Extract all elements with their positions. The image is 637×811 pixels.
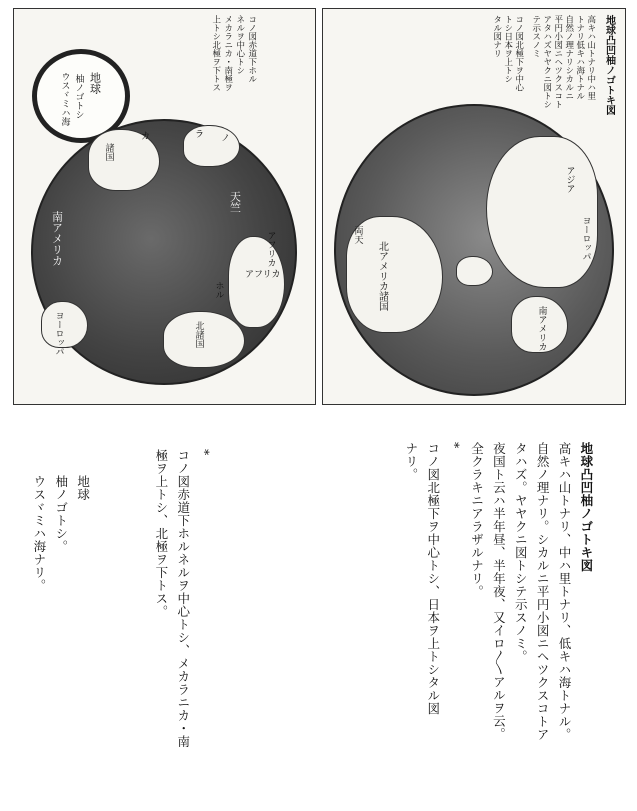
label-tenjiku: 天竺 [228, 191, 242, 213]
caption-title: 地球凸凹柚ノゴトキ図 [578, 441, 594, 572]
caption-line: 柚ノゴトシ。 [53, 474, 69, 553]
footnote-marker: * [447, 441, 463, 449]
map-panel-right [322, 8, 626, 405]
label-no: ノ [221, 134, 231, 144]
globe-left [31, 119, 297, 385]
caption-line: ウスヾミハ海ナリ。 [31, 474, 47, 592]
map-note-right-line-4: 平円小図ニヘツクスコト [552, 15, 563, 109]
label-kita-america: 北アメリカ諸国 [376, 241, 388, 311]
map-note-right-line-5: アタハズヤヤクニ図トシ [541, 15, 552, 109]
map-note-left-line-2: ネルヲ中心トシ [234, 15, 245, 75]
landmass [228, 236, 285, 328]
inset-label-yuzu: 柚ノゴトシ [73, 74, 84, 119]
caption-line: 極ヲ上トシ、北極ヲ下トス。 [153, 448, 169, 618]
landmass [486, 136, 598, 288]
caption-small [28, 466, 116, 626]
label-horoneru: ホル [213, 281, 224, 299]
label-shokoku-bottom: 北諸国 [193, 321, 204, 348]
map-note-right-line-6: テ示スノミ [530, 15, 541, 58]
label-ra: ラ [195, 130, 205, 140]
caption-line: コノ図北極下ヲ中心トシ、日本ヲ上トシタル図 [425, 441, 441, 715]
caption-line: 全クラキニアラザルナリ。 [469, 441, 485, 598]
label-left-edge: ヨーロッパ [53, 311, 64, 356]
label-yoroppa: ヨーロッパ [580, 216, 591, 261]
map-note-right-line-1: 高キハ山トナリ中ハ里 [585, 15, 596, 100]
caption-line: 地球 [75, 474, 91, 501]
landmass [163, 311, 245, 368]
landmass [183, 125, 240, 167]
landmass [41, 301, 88, 348]
map-note-right-line-9: タル図ナリ [491, 15, 502, 58]
caption-line: 夜国ト云ハ半年昼、半年夜、又イロ〳〵アルヲ云。 [491, 441, 507, 741]
map-title-right: 地球凸凹柚ノゴトキ図 [603, 15, 615, 115]
map-note-left-line-4: 上トシ北極ヲ下トス [210, 15, 221, 92]
caption-left [150, 440, 238, 770]
label-minamiamerika: 南アメリカ [50, 211, 64, 266]
footnote-marker: * [197, 448, 213, 456]
map-note-right-line-7: コノ図北極下ヲ中心 [513, 15, 524, 92]
label-nanbei: 南アメリカ [536, 306, 547, 351]
map-note-left-line-3: メカラニカ・南極ヲ [222, 15, 233, 92]
caption-line: コノ図赤道下ホルネルヲ中心トシ、メカラニカ・南 [175, 448, 191, 748]
caption-line: 高キハ山トナリ、中ハ里トナリ、低キハ海トナル。 [557, 441, 572, 741]
label-africa-coast: アフリカ [265, 231, 276, 267]
globe-right [334, 104, 614, 396]
map-note-right-line-8: トシ日本ヲ上トシ [502, 15, 513, 83]
inset-label-chikyu: 地球 [88, 72, 102, 94]
label-africa: アフリカ [245, 270, 281, 280]
label-shokoku-top: 諸国 [103, 143, 114, 161]
caption-line: 自然ノ理ナリ。シカルニ平円小図ニヘツクスコトア [535, 441, 551, 741]
label-asia: アジア [564, 166, 575, 193]
map-note-right-line-2: トナリ低キハ海トナル [574, 15, 585, 100]
landmass [456, 256, 493, 286]
caption-line: タハズ。ヤヤクニ図トシテ示スノミ。 [513, 441, 529, 663]
label-ka: カ [141, 132, 151, 142]
caption-right [400, 433, 619, 793]
caption-line: ナリ。 [403, 441, 419, 481]
label-ryoten: 両天 [352, 226, 363, 244]
map-note-right-line-3: 自然ノ理ナリシカルニ [563, 15, 574, 100]
inset-label-umi: ウスヾミハ海 [59, 72, 70, 126]
map-note-left-line-1: コノ図赤道下ホル [246, 15, 257, 83]
map-panel-left [13, 8, 316, 405]
